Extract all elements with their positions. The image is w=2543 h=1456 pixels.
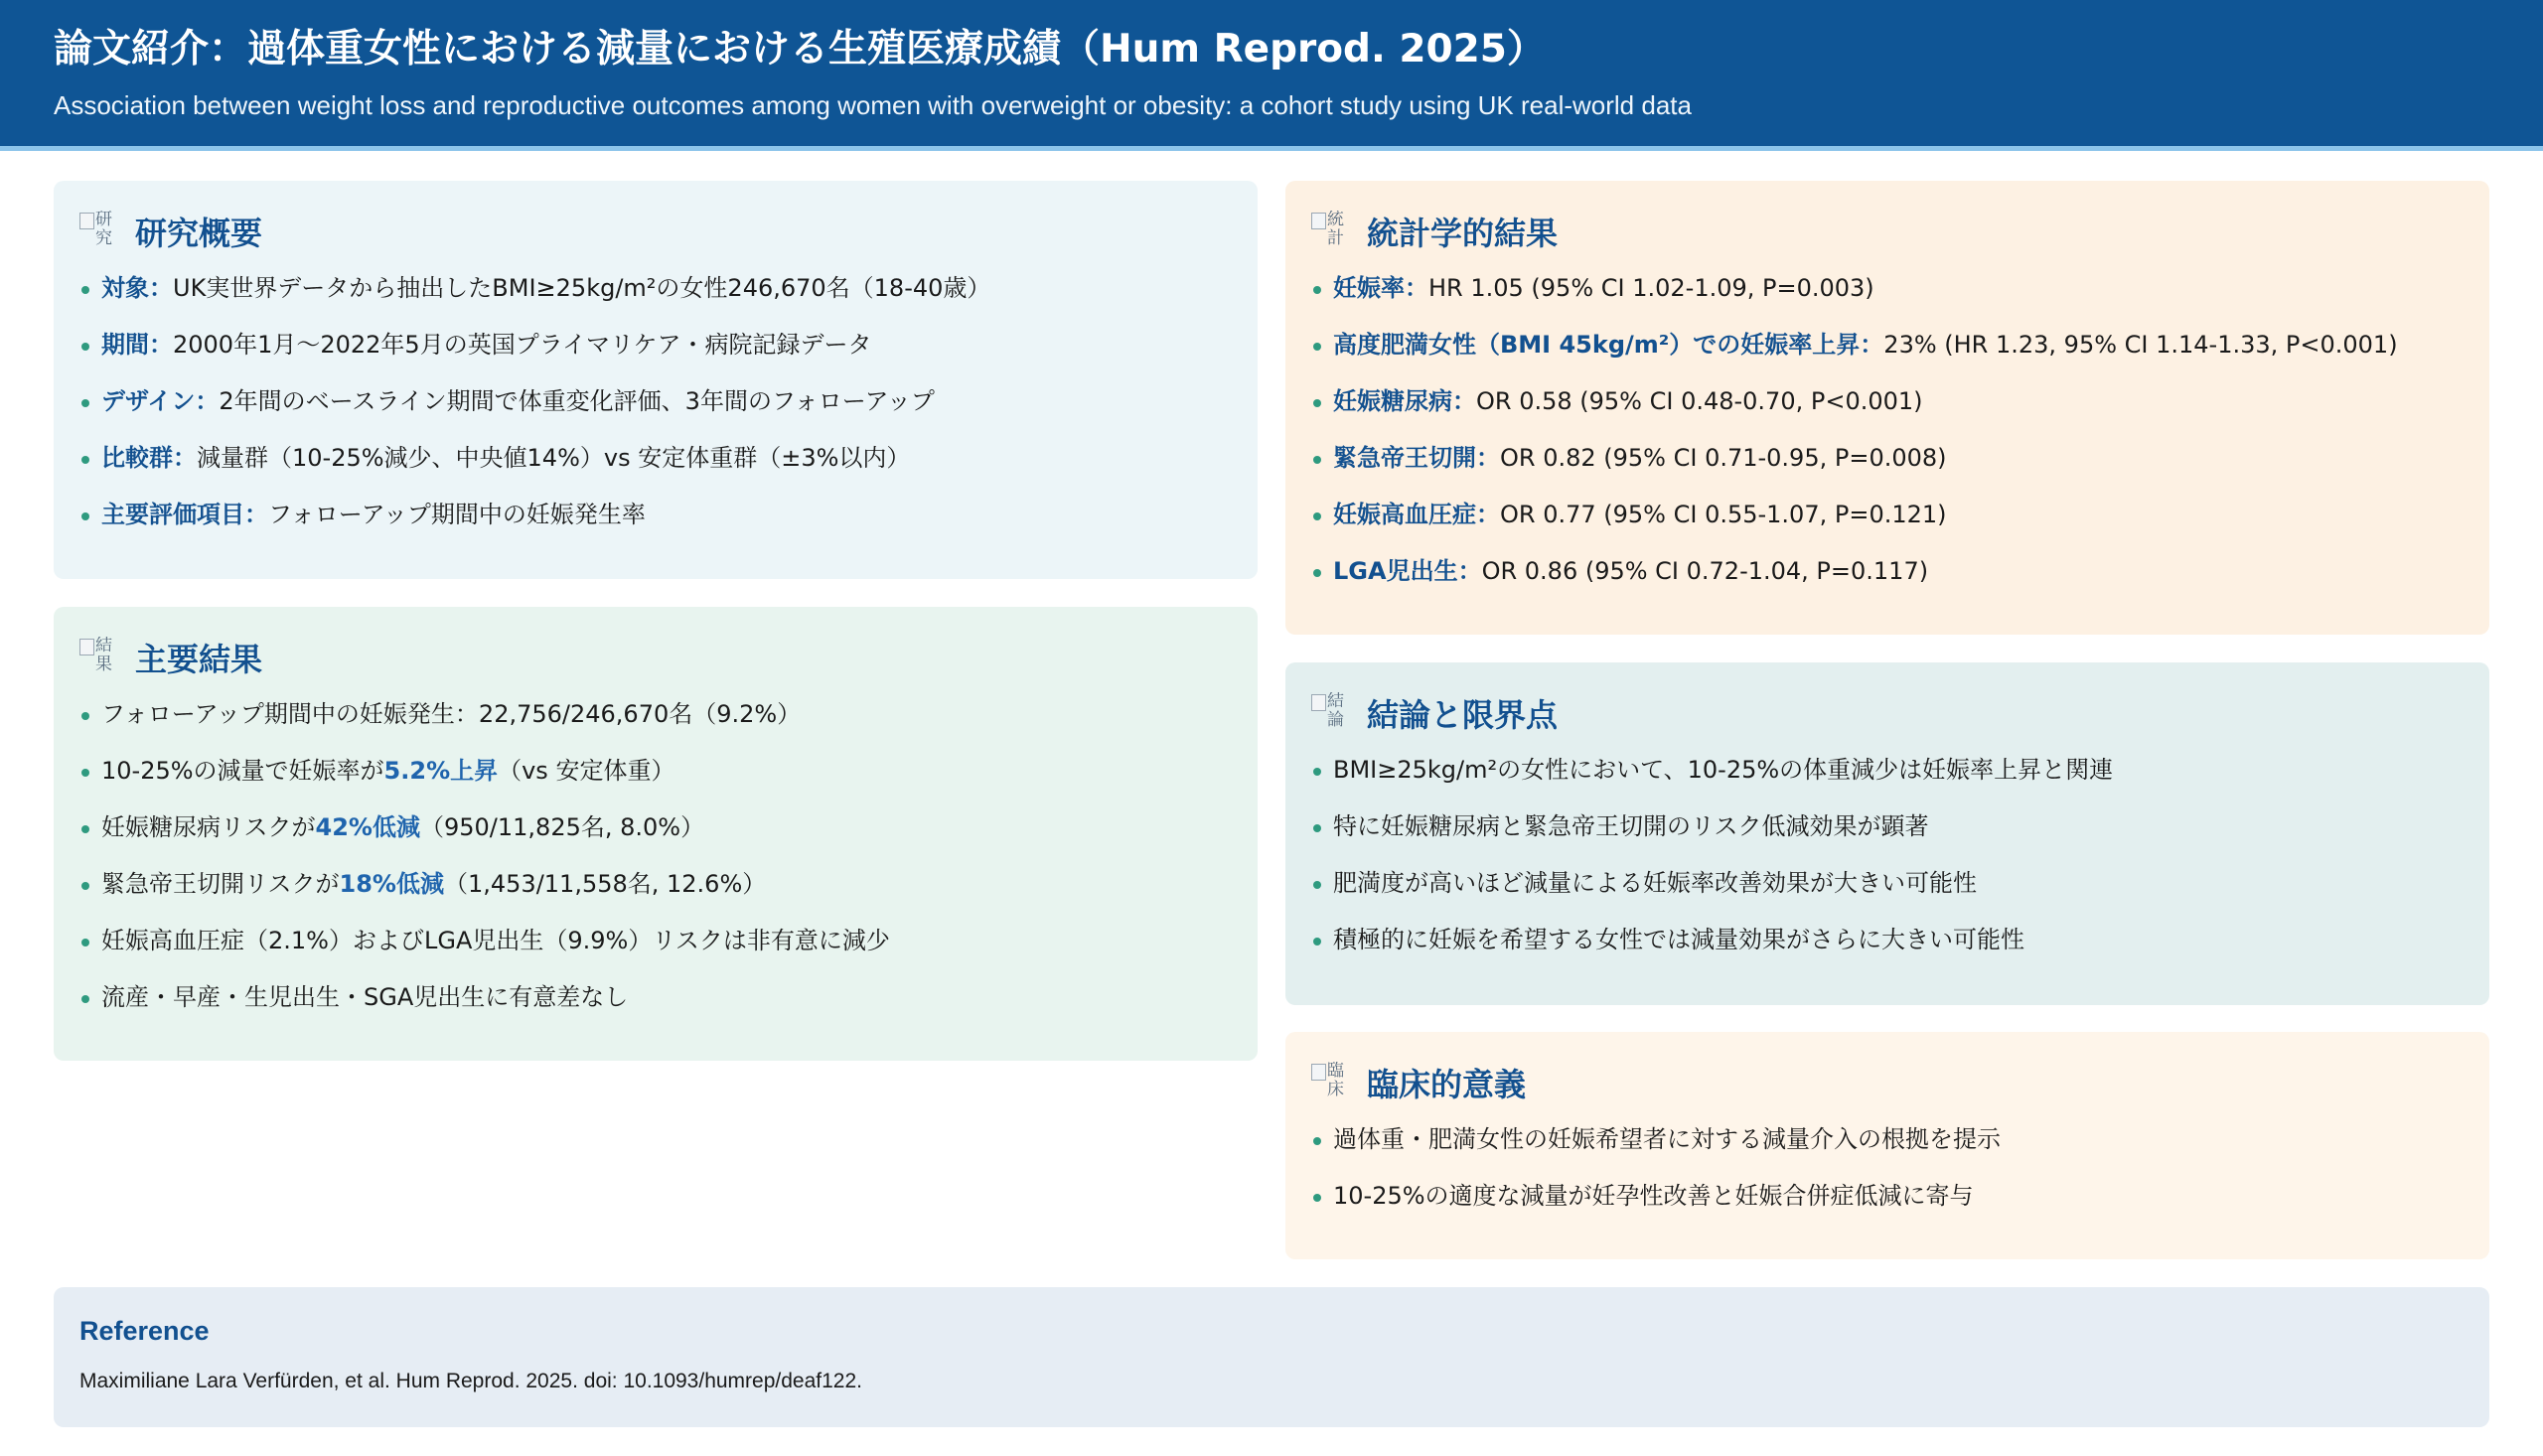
item-label: 妊娠率： bbox=[1333, 274, 1428, 302]
card-header bbox=[1311, 692, 2464, 734]
list-item: 肥満度が高いほど減量による妊娠率改善効果が大きい可能性 bbox=[1311, 865, 2464, 901]
reference-title: Reference bbox=[79, 1316, 210, 1346]
list-item bbox=[79, 923, 1232, 958]
conclusion-card bbox=[1285, 662, 2489, 1005]
conclusion-icon: 結論 bbox=[1311, 692, 1355, 734]
list-item: 過体重・肥満女性の妊娠希望者に対する減量介入の根拠を提示 bbox=[1311, 1121, 2464, 1157]
list-item bbox=[79, 327, 1232, 363]
results-icon: 結果 bbox=[79, 637, 123, 678]
item-text: 10-25%の減量で妊娠率が bbox=[101, 757, 384, 785]
item-text: 妊娠糖尿病リスクが bbox=[101, 813, 316, 841]
overview-list bbox=[79, 270, 1232, 532]
page-title: 論文紹介：過体重女性における減量における生殖医療成績（Hum Reprod. 2025） bbox=[54, 27, 1546, 72]
card-header bbox=[1311, 211, 2464, 252]
item-label: 高度肥満女性（BMI 45kg/m²）での妊娠率上昇： bbox=[1333, 331, 1884, 359]
card-title: 統計学的結果 bbox=[1367, 215, 1559, 252]
clinical-icon: 臨床 bbox=[1311, 1062, 1355, 1103]
list-item bbox=[79, 866, 1232, 902]
clinical-list bbox=[1311, 1121, 2464, 1214]
card-title: 臨床的意義 bbox=[1367, 1066, 1527, 1103]
statistical-results-card bbox=[1285, 181, 2489, 635]
list-item bbox=[1311, 270, 2464, 306]
card-title: 結論と限界点 bbox=[1367, 696, 1559, 734]
list-item bbox=[1311, 440, 2464, 476]
item-text: 2000年1月〜2022年5月の英国プライマリケア・病院記録データ bbox=[173, 331, 872, 359]
page-subtitle: Association between weight loss and reproductive outcomes among women with overweight or obesity: a cohort study using UK real-world data bbox=[54, 90, 1692, 120]
list-item bbox=[1311, 383, 2464, 419]
list-item: 特に妊娠糖尿病と緊急帝王切開のリスク低減効果が顕著 bbox=[1311, 808, 2464, 844]
list-item bbox=[79, 497, 1232, 532]
item-label: 主要評価項目： bbox=[101, 501, 268, 528]
highlight-value: 42%低減 bbox=[315, 813, 420, 841]
stats-list bbox=[1311, 270, 2464, 589]
results-list bbox=[79, 696, 1232, 1015]
statistics-icon: 統計 bbox=[1311, 211, 1355, 252]
item-text: 流産・早産・生児出生・SGA児出生に有意差なし bbox=[101, 983, 629, 1011]
item-label: 対象： bbox=[101, 274, 173, 302]
item-text: 妊娠高血圧症（2.1%）およびLGA児出生（9.9%）リスクは非有意に減少 bbox=[101, 927, 890, 954]
list-item bbox=[79, 696, 1232, 732]
item-label: デザイン： bbox=[101, 387, 220, 415]
item-text: 23% (HR 1.23, 95% CI 1.14-1.33, P<0.001) bbox=[1883, 331, 2398, 359]
highlight-value: 18%低減 bbox=[339, 870, 444, 898]
page-header bbox=[0, 0, 2543, 151]
card-title: 主要結果 bbox=[135, 641, 263, 678]
item-text: OR 0.86 (95% CI 0.72-1.04, P=0.117) bbox=[1481, 557, 1929, 585]
list-item: 10-25%の適度な減量が妊孕性改善と妊娠合併症低減に寄与 bbox=[1311, 1178, 2464, 1214]
item-text: （950/11,825名, 8.0%） bbox=[419, 813, 705, 841]
item-text: 減量群（10-25%減少、中央値14%）vs 安定体重群（±3%以内） bbox=[197, 444, 911, 472]
list-item bbox=[1311, 553, 2464, 589]
item-text: OR 0.58 (95% CI 0.48-0.70, P<0.001) bbox=[1476, 387, 1923, 415]
item-text: （vs 安定体重） bbox=[498, 757, 675, 785]
item-label: 比較群： bbox=[101, 444, 197, 472]
reference-citation: Maximiliane Lara Verfürden, et al. Hum Reprod. 2025. doi: 10.1093/humrep/deaf122. bbox=[79, 1370, 862, 1392]
item-text: HR 1.05 (95% CI 1.02-1.09, P=0.003) bbox=[1428, 274, 1874, 302]
main-results-card bbox=[54, 607, 1258, 1061]
list-item: BMI≥25kg/m²の女性において、10-25%の体重減少は妊娠率上昇と関連 bbox=[1311, 752, 2464, 788]
item-label: 妊娠高血圧症： bbox=[1333, 501, 1500, 528]
card-header bbox=[79, 211, 1232, 252]
card-header bbox=[1311, 1062, 2464, 1103]
list-item bbox=[1311, 327, 2464, 363]
list-item bbox=[79, 753, 1232, 789]
item-text: OR 0.77 (95% CI 0.55-1.07, P=0.121) bbox=[1500, 501, 1947, 528]
item-text: フォローアップ期間中の妊娠発生率 bbox=[268, 501, 646, 528]
item-label: 妊娠糖尿病： bbox=[1333, 387, 1476, 415]
item-text: フォローアップ期間中の妊娠発生：22,756/246,670名（9.2%） bbox=[101, 700, 802, 728]
list-item bbox=[79, 383, 1232, 419]
list-item bbox=[79, 809, 1232, 845]
reference-card bbox=[54, 1287, 2489, 1427]
item-text: （1,453/11,558名, 12.6%） bbox=[443, 870, 767, 898]
list-item bbox=[1311, 497, 2464, 532]
item-label: 緊急帝王切開： bbox=[1333, 444, 1500, 472]
study-icon: 研究 bbox=[79, 211, 123, 252]
list-item: 積極的に妊娠を希望する女性では減量効果がさらに大きい可能性 bbox=[1311, 922, 2464, 957]
highlight-value: 5.2%上昇 bbox=[383, 757, 499, 785]
list-item bbox=[79, 270, 1232, 306]
item-text: OR 0.82 (95% CI 0.71-0.95, P=0.008) bbox=[1500, 444, 1947, 472]
item-text: 2年間のベースライン期間で体重変化評価、3年間のフォローアップ bbox=[219, 387, 935, 415]
item-label: 期間： bbox=[101, 331, 173, 359]
conclusion-list bbox=[1311, 752, 2464, 957]
item-label: LGA児出生： bbox=[1333, 557, 1482, 585]
item-text: UK実世界データから抽出したBMI≥25kg/m²の女性246,670名（18-40歳） bbox=[173, 274, 991, 302]
item-text: 緊急帝王切開リスクが bbox=[101, 870, 340, 898]
list-item bbox=[79, 979, 1232, 1015]
study-overview-card bbox=[54, 181, 1258, 579]
list-item bbox=[79, 440, 1232, 476]
clinical-significance-card bbox=[1285, 1032, 2489, 1259]
card-title: 研究概要 bbox=[135, 215, 263, 252]
card-header bbox=[79, 637, 1232, 678]
